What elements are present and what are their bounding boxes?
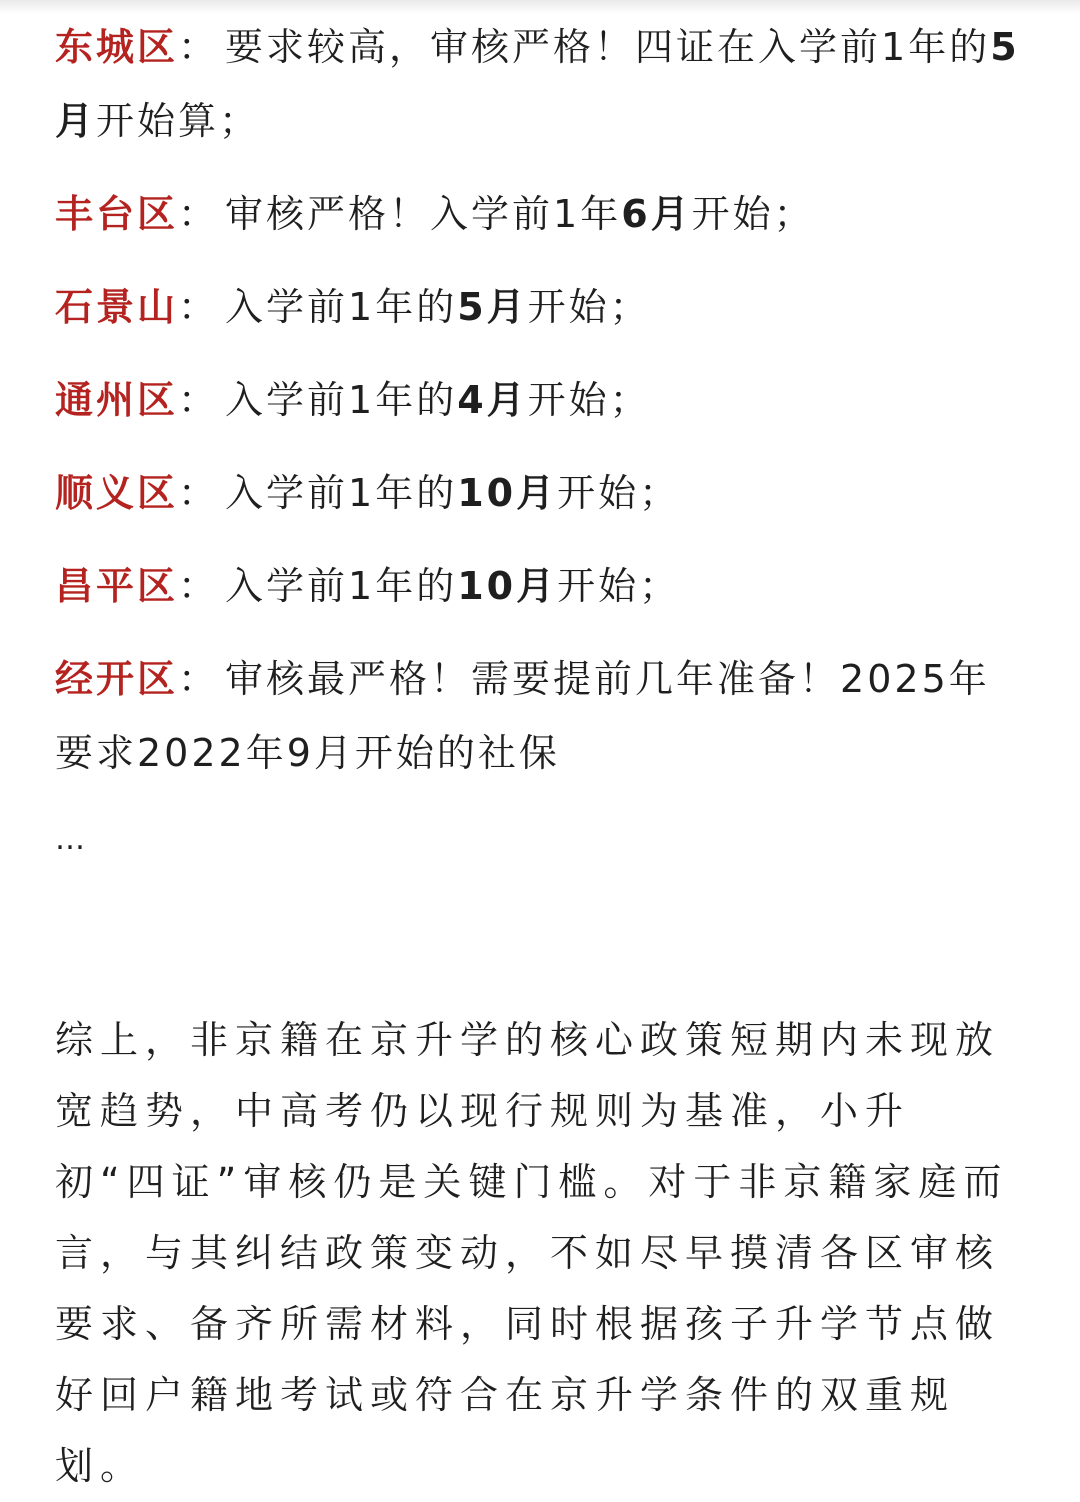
colon: ： xyxy=(178,25,220,69)
district-text: 审核严格！入学前1年 xyxy=(225,192,622,236)
district-text-end: 开始； xyxy=(691,192,815,236)
district-text-end: 开始； xyxy=(527,285,651,329)
district-item-fengtai xyxy=(55,177,1025,251)
district-name: 东城区 xyxy=(55,25,179,69)
district-text: 要求较高，审核严格！四证在入学前1年的 xyxy=(225,25,991,69)
colon: ： xyxy=(178,285,220,329)
district-text-end: 开始； xyxy=(527,378,651,422)
district-text-end: 开始； xyxy=(557,564,681,608)
district-text: 入学前1年的 xyxy=(225,285,458,329)
ellipsis: … xyxy=(55,822,86,857)
district-name: 石景山 xyxy=(55,285,179,329)
district-item-jingkai xyxy=(55,642,1025,790)
district-item-tongzhou xyxy=(55,363,1025,437)
colon: ： xyxy=(178,378,220,422)
district-text-end: 开始算； xyxy=(96,99,261,143)
district-policy-list xyxy=(55,10,1025,860)
summary-paragraph: 综上，非京籍在京升学的核心政策短期内未现放宽趋势，中高考仍以现行规则为基准，小升初“四证”审核仍是关键门槛。对于非京籍家庭而言，与其纠结政策变动，不如尽早摸清各区审核要求、备齐所需材料，同时根据孩子升学节点做好回户籍地考试或符合在京升学条件的双重规划。 xyxy=(55,1018,1009,1488)
district-name: 昌平区 xyxy=(55,564,179,608)
district-month-highlight: 10月 xyxy=(457,564,558,608)
district-month-highlight: 6月 xyxy=(621,192,692,236)
district-item-dongcheng xyxy=(55,10,1025,158)
colon: ： xyxy=(178,564,220,608)
district-name: 经开区 xyxy=(55,657,179,701)
district-text: 入学前1年的 xyxy=(225,378,458,422)
district-text: 入学前1年的 xyxy=(225,471,458,515)
colon: ： xyxy=(178,471,220,515)
district-month-highlight: 5月 xyxy=(457,285,528,329)
district-month-highlight: 5月 xyxy=(55,25,1020,143)
district-month-highlight: 4月 xyxy=(457,378,528,422)
colon: ： xyxy=(178,192,220,236)
district-item-changping xyxy=(55,549,1025,623)
district-name: 通州区 xyxy=(55,378,179,422)
district-name: 丰台区 xyxy=(55,192,179,236)
district-month-highlight: 10月 xyxy=(457,471,558,515)
district-item-shunyi xyxy=(55,456,1025,530)
district-item-shijingshan xyxy=(55,270,1025,344)
district-name: 顺义区 xyxy=(55,471,179,515)
district-text: 入学前1年的 xyxy=(225,564,458,608)
colon: ： xyxy=(178,657,220,701)
district-text: 审核最严格！需要提前几年准备！2025年要求2022年9月开始的社保 xyxy=(55,657,990,775)
district-text-end: 开始； xyxy=(557,471,681,515)
